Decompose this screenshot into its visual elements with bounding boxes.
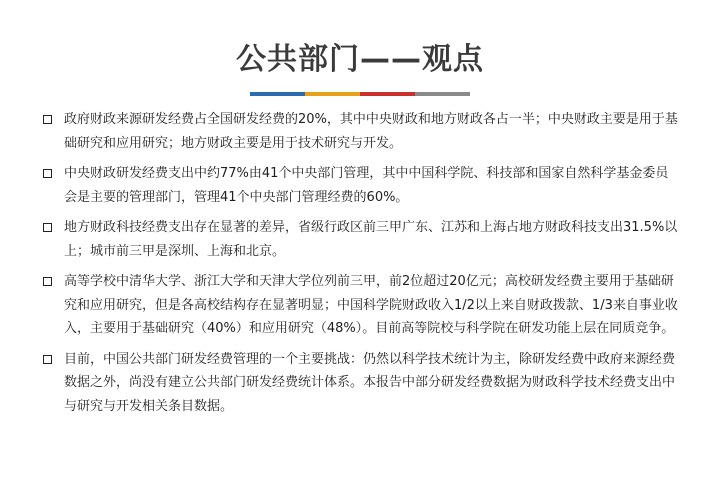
- bullet-text: 中央财政研发经费支出中约77%由41个中央部门管理，其中中国科学院、科技部和国家自然科学基金委员会是主要的管理部门，管理41个中央部门管理经费的60%。: [64, 166, 669, 205]
- title-underline: [250, 92, 470, 96]
- square-bullet-icon: [43, 223, 52, 232]
- bullet-text: 目前，中国公共部门研发经费管理的一个主要挑战：仍然以科学技术统计为主，除研发经费中政府来源经费数据之外，尚没有建立公共部门研发经费统计体系。本报告中部分研发经费数据为财政科学技术经费支出中与研究与开发相关条目数据。: [64, 351, 676, 414]
- bullet-text: 地方财政科技经费支出存在显著的差异，省级行政区前三甲广东、江苏和上海占地方财政科技支出31.5%以上；城市前三甲是深圳、上海和北京。: [64, 220, 678, 259]
- bullet-text: 政府财政来源研发经费占全国研发经费的20%，其中中央财政和地方财政各占一半；中央财政主要是用于基础研究和应用研究；地方财政主要是用于技术研究与开发。: [64, 112, 678, 151]
- square-bullet-icon: [43, 169, 52, 178]
- bullet-text: 高等学校中清华大学、浙江大学和天津大学位列前三甲，前2位超过20亿元；高校研发经费主要用于基础研究和应用研究，但是各高校结构存在显著明显；中国科学院财政收入1/2以上来自财政拨款、1/3来自事业收入，主要用于基础研究（40%）和应用研究（48%）。目前高等院校与科学院在研发功能上层在同质竞争。: [64, 274, 678, 336]
- underline-segment-blue: [250, 92, 305, 96]
- underline-segment-gray: [415, 92, 470, 96]
- page-title: 公共部门——观点: [236, 42, 484, 77]
- square-bullet-icon: [43, 355, 52, 364]
- list-item: [40, 348, 680, 419]
- underline-segment-orange: [305, 92, 360, 96]
- list-item: [40, 270, 680, 341]
- list-item: [40, 108, 680, 155]
- bullet-list: [40, 108, 680, 425]
- list-item: [40, 162, 680, 209]
- square-bullet-icon: [43, 277, 52, 286]
- list-item: [40, 216, 680, 263]
- underline-segment-red: [360, 92, 415, 96]
- square-bullet-icon: [43, 115, 52, 124]
